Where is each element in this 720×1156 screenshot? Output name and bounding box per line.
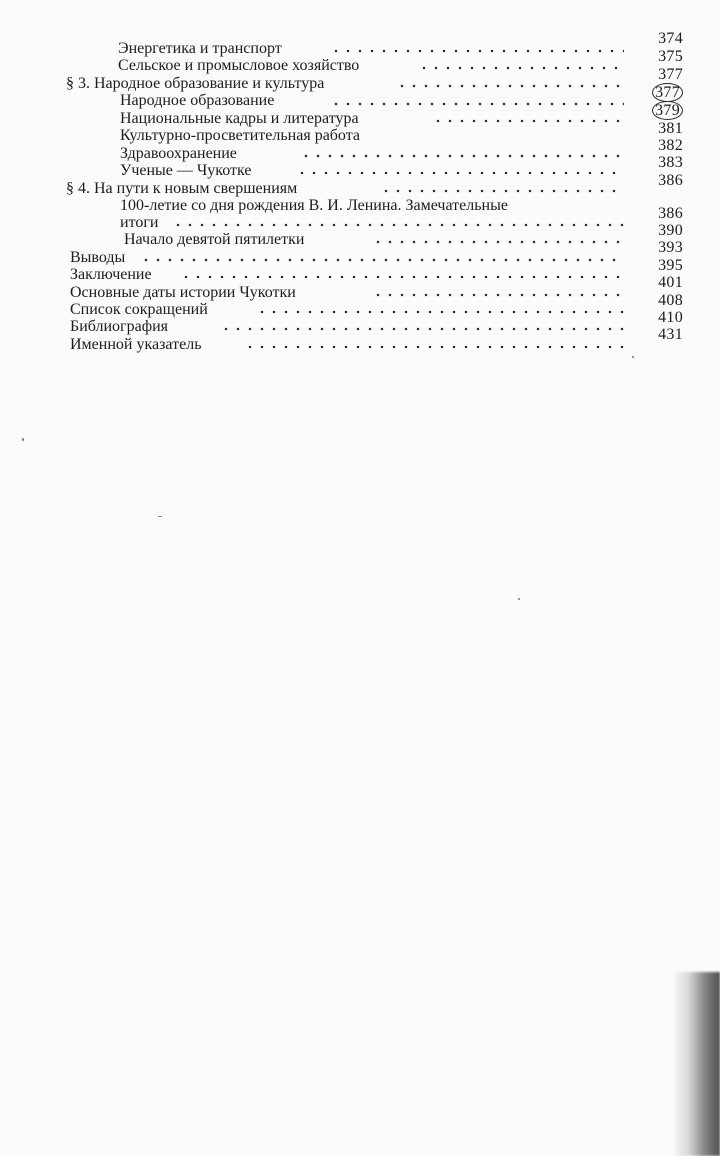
toc-entry-page: 382 [658,137,683,154]
toc-entry-title: Именной указатель [70,336,202,353]
dot-leader [372,240,624,244]
toc-entry-title: Народное образование и культура [94,75,325,92]
toc-section-heading [66,75,324,92]
toc-entry-page: 390 [658,222,683,239]
toc-entry-title: Сельское и промысловое хозяйство [118,57,360,74]
toc-entry-page: 383 [658,154,683,171]
dot-leader [330,102,624,106]
dot-leader [418,66,624,70]
dot-leader [244,345,624,349]
dot-leader [296,171,624,175]
toc-entry-title: Список сокращений [70,301,208,318]
scan-speck [22,438,24,441]
toc-entry-title: Начало девятой пятилетки [124,231,305,248]
toc-entry-title: Национальные кадры и литература [120,110,359,127]
section-number: § 3. [66,75,90,92]
table-of-contents [0,0,720,380]
toc-entry-page [643,84,683,101]
toc-entry-title: Культурно-просветительная работа [120,127,361,144]
toc-entry-title: Народное образование [120,92,275,109]
dot-leader [140,258,624,262]
toc-entry-page: 408 [658,292,683,309]
dot-leader [180,275,624,279]
dot-leader [330,49,624,53]
toc-entry-page: 431 [658,326,683,343]
toc-entry-page [643,102,683,119]
toc-entry-title: Основные даты истории Чукотки [70,284,296,301]
toc-entry-title: Заключение [70,266,152,283]
toc-entry-page: 401 [658,274,683,291]
toc-entry-page: 386 [658,172,683,189]
toc-entry-title: Здравоохранение [120,145,237,162]
dot-leader [220,327,624,331]
dot-leader [396,84,624,88]
toc-entry-title: итоги [120,214,159,231]
dot-leader [380,189,624,193]
toc-entry-page: 410 [658,309,683,326]
toc-entry-page: 374 [658,30,683,47]
scan-speck [518,598,520,600]
toc-entry-title: 100-летие со дня рождения В. И. Ленина. Замечательные [120,197,508,214]
toc-section-heading [66,180,297,197]
dot-leader [300,154,624,158]
scan-shadow [672,972,720,1156]
toc-entry-page: 386 [658,205,683,222]
toc-entry-title: Выводы [70,249,126,266]
toc-entry-title: Библиография [70,318,168,335]
toc-entry-page: 377 [658,66,683,83]
toc-entry-page: 375 [658,48,683,65]
section-number: § 4. [66,180,90,197]
scan-speck [632,356,634,358]
handwritten-circle-mark: 379 [652,101,683,120]
scan-speck [158,516,162,517]
toc-entry-title: На пути к новым свершениям [94,180,298,197]
toc-entry-page: 381 [658,120,683,137]
dot-leader [372,293,624,297]
dot-leader [432,119,624,123]
dot-leader [172,223,624,227]
toc-entry-page: 395 [658,257,683,274]
toc-entry-title: Энергетика и транспорт [118,40,282,57]
dot-leader [256,310,624,314]
toc-entry-title: Ученые — Чукотке [120,162,252,179]
toc-entry-page: 393 [658,239,683,256]
handwritten-circle-mark: 377 [652,83,683,102]
